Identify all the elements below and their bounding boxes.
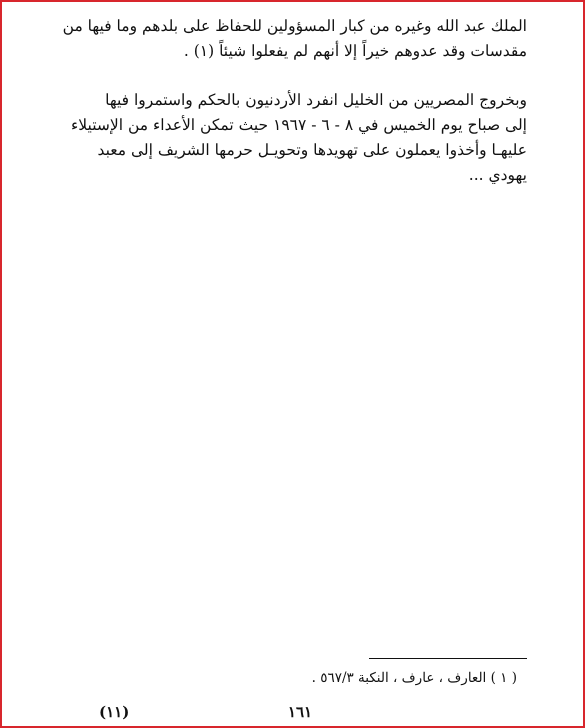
body-line-6: يهودي ... — [468, 166, 527, 184]
body-line-1: الملك عبد الله وغيره من كبار المسؤولين للحفاظ على بلدهم وما فيها من — [62, 17, 527, 35]
body-line-3: وبخروج المصريين من الخليل انفرد الأردنيون بالحكم واستمروا فيها — [105, 91, 527, 109]
document-page — [4, 4, 585, 728]
body-line-4: إلى صباح يوم الخميس في ٨ - ٦ - ١٩٦٧ حيث تمكن الأعداء من الإستيلاء — [71, 116, 527, 134]
body-line-5: عليهـا وأخذوا يعملون على تهويدها وتحويـل حرمها الشريف إلى معبد — [97, 141, 527, 159]
page-number: ١٦١ — [287, 703, 313, 721]
body-line-2: مقدسات وقد عدوهم خيراً إلا أنهم لم يفعلوا شيئاً (١) . — [183, 42, 527, 60]
chapter-mark: (١١) — [99, 703, 130, 721]
footnote: ( ١ ) العارف ، عارف ، النكبة ٥٦٧/٣ . — [311, 670, 517, 686]
footnote-divider — [369, 658, 527, 659]
